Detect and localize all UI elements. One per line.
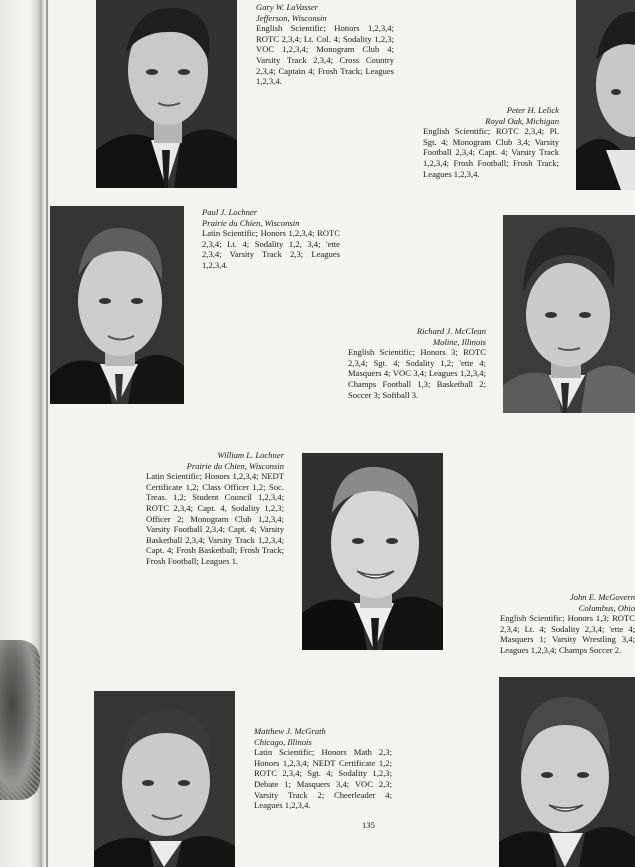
student-hometown: Moline, Illinois xyxy=(433,336,486,347)
portrait-photo-mcgrath xyxy=(94,691,235,867)
student-entry-paul-lochner xyxy=(202,207,340,271)
student-hometown: Prairie du Chien, Wisconsin xyxy=(202,217,300,228)
student-hometown: Chicago, Illinois xyxy=(254,736,312,747)
student-name: Gary W. LaVasser xyxy=(256,2,318,12)
student-activities: Latin Scientific; Honors 1,2,3,4; ROTC 2,3,4; Lt. 4; Sodality 1,2, 3,4; 'ette 2,3,4; Varsity Track 2,3; Leagues 1,2,3,4. xyxy=(202,228,340,270)
student-hometown: Jefferson, Wisconsin xyxy=(256,12,327,23)
student-name: Peter H. Lelick xyxy=(506,105,559,115)
portrait-photo-lavasser xyxy=(96,0,237,188)
student-hometown: Royal Oak, Michigan xyxy=(485,115,559,126)
student-activities: English Scientific; Honors 1,2,3,4; ROTC 2,3,4; Lt. Col. 4; Sodality 1,2,3; VOC 1,2,3,4; Monogram Club 4; Varsity Track 2,3,4; Cross Country 2,3,4; Captain 4; Frosh Track; Leagues 1,2,3,4. xyxy=(256,23,394,87)
student-entry-mcgrath xyxy=(254,726,392,811)
student-activities: English Scientific; Honors 1,3; ROTC 2,3,4; Lt. 4; Sodality 2,3,4; 'ette 4; Masquers 1; Varsity Wrestling 3,4; Leagues 1,2,3,4; Champs Soccer 2. xyxy=(500,613,635,655)
page-number: 135 xyxy=(362,820,375,830)
portrait-photo-mcclean xyxy=(503,215,635,413)
portrait-photo-lelick xyxy=(576,0,635,190)
portrait-photo-william-lochner xyxy=(302,453,443,650)
student-entry-william-lochner xyxy=(146,450,284,567)
student-activities: Latin Scientific; Honors 1,2,3,4; NEDT Certificate 1,2; Class Officer 1,2; Soc. Treas. 1,2; Student Council 1,2,3,4; ROTC 2,3,4; Capt. 4, Sodality 1,2,3; Officer 2; Monogram Club 1,2,3,4; Varsity Football 2,3,4; Capt. 4; Varsity Basketball 2,3,4; Varsity Track 1,2,3,4; Capt. 4; Frosh Basketball; Frosh Track; Frosh Football; Leagues 1. xyxy=(146,471,284,566)
book-spine-edge xyxy=(46,0,48,867)
student-activities: English Scientific; Honors 3; ROTC 2,3,4; Sgt. 4; Sodality 1,2; 'ette 4; Masquers 4; VOC 3,4; Leagues 1,2,3,4; Champs Football 1,3; Basketball 2; Soccer 3; Softball 3. xyxy=(348,347,486,400)
student-entry-lelick xyxy=(423,105,559,179)
student-hometown: Prairie du Chien, Wisconsin xyxy=(186,460,284,471)
student-hometown: Columbus, Ohio xyxy=(578,602,635,613)
student-entry-mcgovern xyxy=(500,592,635,656)
student-name: Richard J. McClean xyxy=(416,326,486,336)
student-entry-lavasser xyxy=(256,2,394,87)
student-activities: English Scientific; ROTC 2,3,4; Pl. Sgt. 4; Monogram Club 3,4; Varsity Football 2,3,4; Capt. 4; Varsity Track 1,2,3,4; Frosh Football; Frosh Track; Leagues 1,2,3,4. xyxy=(423,126,559,179)
facing-page-photo-edge xyxy=(0,640,40,800)
student-name: Matthew J. McGrath xyxy=(254,726,326,736)
student-activities: Latin Scientific; Honors Math 2,3; Honors 1,2,3,4; NEDT Certificate 1,2; ROTC 2,3,4; Sgt. 4; Sodality 1,2,3; Debate 1; Masquers 3,4; VOC 2,3; Varsity Track 2; Cheerleader 4; Leagues 1,2,3,4. xyxy=(254,747,392,811)
student-entry-mcclean xyxy=(348,326,486,400)
portrait-photo-paul-lochner xyxy=(50,206,184,404)
student-name: William L. Lochner xyxy=(217,450,284,460)
student-name: John E. McGovern xyxy=(569,592,635,602)
portrait-photo-mcgovern xyxy=(499,677,635,867)
student-name: Paul J. Lochner xyxy=(202,207,258,217)
